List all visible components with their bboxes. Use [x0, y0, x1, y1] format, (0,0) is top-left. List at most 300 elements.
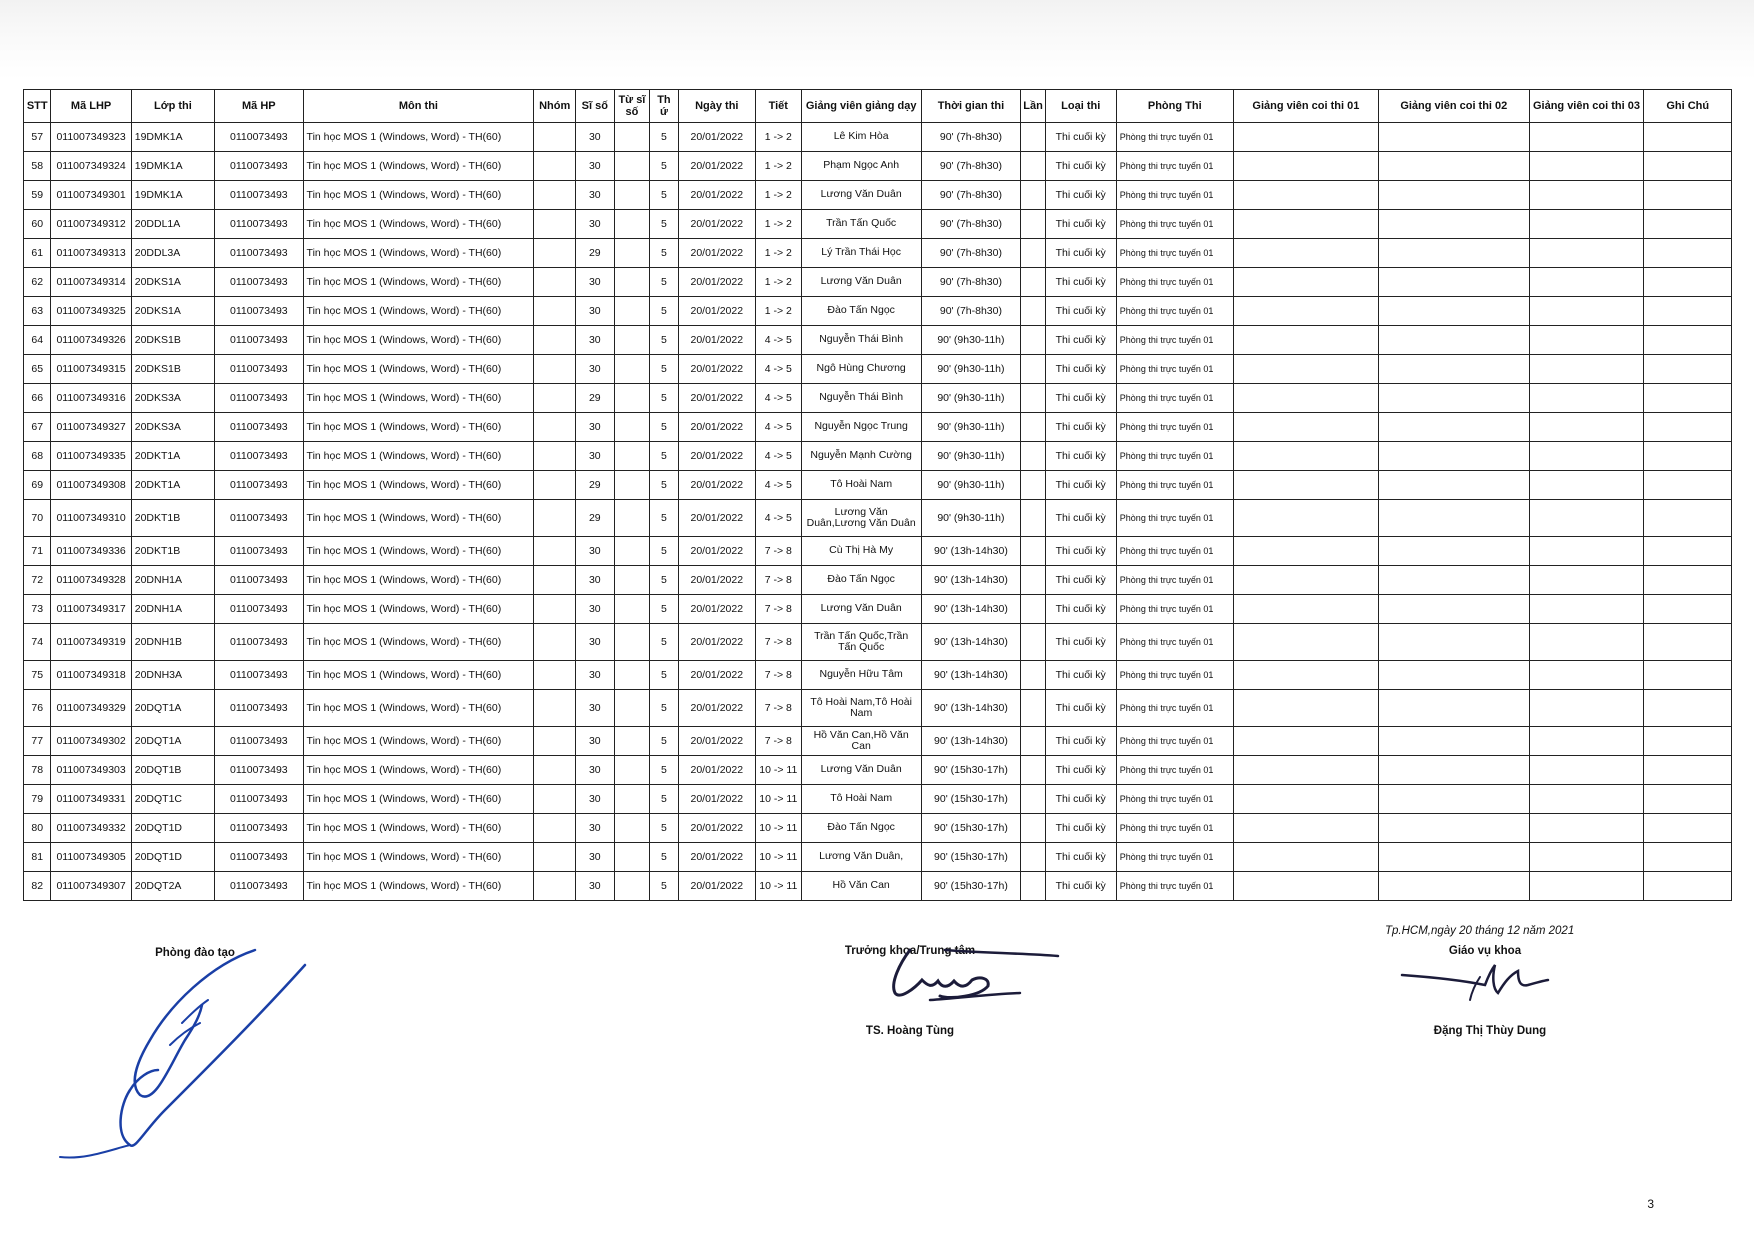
table-cell — [1021, 181, 1045, 210]
table-cell: Thi cuối kỳ — [1045, 123, 1116, 152]
table-cell: 20/01/2022 — [678, 756, 755, 785]
table-cell: Tin học MOS 1 (Windows, Word) - TH(60) — [303, 210, 534, 239]
document-date: Tp.HCM,ngày 20 tháng 12 năm 2021 — [1385, 925, 1575, 937]
table-cell: Phòng thi trực tuyến 01 — [1116, 123, 1233, 152]
table-cell: 68 — [24, 442, 51, 471]
table-cell: Thi cuối kỳ — [1045, 814, 1116, 843]
table-cell: 90' (7h-8h30) — [921, 268, 1021, 297]
table-cell — [1233, 152, 1378, 181]
table-cell: 4 -> 5 — [755, 500, 801, 537]
table-cell — [1644, 872, 1732, 901]
table-cell — [534, 595, 576, 624]
table-cell — [1233, 268, 1378, 297]
table-cell: 67 — [24, 413, 51, 442]
table-cell: Tin học MOS 1 (Windows, Word) - TH(60) — [303, 239, 534, 268]
table-cell: 30 — [576, 595, 615, 624]
table-row — [24, 297, 1732, 326]
table-cell: 20DDL1A — [131, 210, 214, 239]
table-cell: 30 — [576, 268, 615, 297]
table-cell: Thi cuối kỳ — [1045, 268, 1116, 297]
table-cell: 58 — [24, 152, 51, 181]
table-cell — [1233, 872, 1378, 901]
table-cell — [614, 661, 650, 690]
table-cell: 19DMK1A — [131, 181, 214, 210]
table-cell: 5 — [650, 297, 678, 326]
table-cell: Phòng thi trực tuyến 01 — [1116, 566, 1233, 595]
table-row — [24, 595, 1732, 624]
table-cell — [1529, 181, 1644, 210]
table-cell: 0110073493 — [215, 123, 303, 152]
table-row — [24, 756, 1732, 785]
table-cell: Nguyễn Hữu Tâm — [801, 661, 921, 690]
table-cell: 20/01/2022 — [678, 690, 755, 727]
table-cell: Trần Tấn Quốc,Trần Tấn Quốc — [801, 624, 921, 661]
table-cell: 90' (9h30-11h) — [921, 500, 1021, 537]
table-cell: Thi cuối kỳ — [1045, 785, 1116, 814]
table-cell — [1021, 595, 1045, 624]
table-cell: Thi cuối kỳ — [1045, 756, 1116, 785]
table-cell: 20DQT1B — [131, 756, 214, 785]
table-cell: 5 — [650, 756, 678, 785]
table-cell — [1644, 268, 1732, 297]
table-cell — [1529, 843, 1644, 872]
table-cell: Phòng thi trực tuyến 01 — [1116, 442, 1233, 471]
table-cell: 5 — [650, 384, 678, 413]
table-cell — [1644, 500, 1732, 537]
table-cell — [1644, 355, 1732, 384]
table-cell — [1021, 500, 1045, 537]
table-cell — [1379, 756, 1529, 785]
table-cell — [534, 268, 576, 297]
table-cell: Thi cuối kỳ — [1045, 872, 1116, 901]
table-cell: Nguyễn Ngọc Trung — [801, 413, 921, 442]
table-cell: 30 — [576, 814, 615, 843]
table-cell: 20DKS1A — [131, 268, 214, 297]
table-cell — [534, 785, 576, 814]
table-cell — [534, 413, 576, 442]
table-cell — [1233, 756, 1378, 785]
table-cell: 011007349303 — [51, 756, 131, 785]
table-cell: Phòng thi trực tuyến 01 — [1116, 297, 1233, 326]
col-header: Sĩ số — [576, 90, 615, 123]
table-cell: 30 — [576, 690, 615, 727]
table-cell: 10 -> 11 — [755, 843, 801, 872]
table-cell: 011007349328 — [51, 566, 131, 595]
table-cell: 90' (13h-14h30) — [921, 595, 1021, 624]
table-cell: 78 — [24, 756, 51, 785]
table-cell — [1021, 727, 1045, 756]
table-row — [24, 500, 1732, 537]
table-cell: 30 — [576, 756, 615, 785]
table-cell — [1233, 442, 1378, 471]
table-cell — [1021, 537, 1045, 566]
table-cell: 61 — [24, 239, 51, 268]
table-cell — [1021, 843, 1045, 872]
table-cell — [1379, 690, 1529, 727]
table-cell — [534, 384, 576, 413]
table-cell: Phòng thi trực tuyến 01 — [1116, 690, 1233, 727]
table-cell — [1233, 814, 1378, 843]
table-cell — [1644, 566, 1732, 595]
table-cell — [1379, 181, 1529, 210]
table-cell — [1379, 384, 1529, 413]
table-cell: Tin học MOS 1 (Windows, Word) - TH(60) — [303, 690, 534, 727]
table-cell: 0110073493 — [215, 384, 303, 413]
table-cell — [1644, 785, 1732, 814]
table-cell: 1 -> 2 — [755, 239, 801, 268]
table-cell — [614, 326, 650, 355]
table-cell — [534, 355, 576, 384]
table-cell — [1233, 297, 1378, 326]
table-cell — [1644, 843, 1732, 872]
table-cell: Hồ Văn Can — [801, 872, 921, 901]
table-cell: 62 — [24, 268, 51, 297]
table-row — [24, 624, 1732, 661]
table-cell: 011007349312 — [51, 210, 131, 239]
table-cell: 20/01/2022 — [678, 152, 755, 181]
table-cell: Tin học MOS 1 (Windows, Word) - TH(60) — [303, 814, 534, 843]
table-cell: Phòng thi trực tuyến 01 — [1116, 413, 1233, 442]
table-cell: 4 -> 5 — [755, 413, 801, 442]
table-cell: Tin học MOS 1 (Windows, Word) - TH(60) — [303, 537, 534, 566]
table-row — [24, 210, 1732, 239]
table-cell: 011007349327 — [51, 413, 131, 442]
table-cell: 011007349302 — [51, 727, 131, 756]
table-cell: Thi cuối kỳ — [1045, 595, 1116, 624]
table-cell: 69 — [24, 471, 51, 500]
table-cell: 90' (13h-14h30) — [921, 727, 1021, 756]
table-cell: Nguyễn Thái Bình — [801, 326, 921, 355]
table-cell: 90' (9h30-11h) — [921, 384, 1021, 413]
table-cell: 0110073493 — [215, 442, 303, 471]
table-cell: 5 — [650, 727, 678, 756]
table-cell: 20DKS1B — [131, 355, 214, 384]
table-cell — [1233, 690, 1378, 727]
table-cell: 90' (7h-8h30) — [921, 239, 1021, 268]
table-cell — [1021, 326, 1045, 355]
table-cell — [1021, 624, 1045, 661]
table-cell: 5 — [650, 566, 678, 595]
table-cell: 5 — [650, 239, 678, 268]
table-cell — [534, 661, 576, 690]
table-cell: 20/01/2022 — [678, 566, 755, 595]
table-cell: 5 — [650, 442, 678, 471]
table-cell: 30 — [576, 537, 615, 566]
table-cell: 0110073493 — [215, 500, 303, 537]
table-cell — [534, 239, 576, 268]
table-cell: 20/01/2022 — [678, 843, 755, 872]
table-cell: 20/01/2022 — [678, 785, 755, 814]
table-cell — [1021, 785, 1045, 814]
table-cell: Phòng thi trực tuyến 01 — [1116, 537, 1233, 566]
table-cell: 0110073493 — [215, 471, 303, 500]
table-cell: Nguyễn Mạnh Cường — [801, 442, 921, 471]
table-cell: 0110073493 — [215, 624, 303, 661]
col-header: Thời gian thi — [921, 90, 1021, 123]
table-cell — [1529, 595, 1644, 624]
table-cell: 20DNH1A — [131, 566, 214, 595]
table-cell: 0110073493 — [215, 413, 303, 442]
table-cell: 5 — [650, 872, 678, 901]
table-cell: 79 — [24, 785, 51, 814]
table-cell — [1233, 785, 1378, 814]
table-cell: 011007349335 — [51, 442, 131, 471]
table-cell — [614, 785, 650, 814]
table-cell: 5 — [650, 690, 678, 727]
table-cell: Tin học MOS 1 (Windows, Word) - TH(60) — [303, 297, 534, 326]
table-cell — [1379, 413, 1529, 442]
table-cell: 0110073493 — [215, 268, 303, 297]
table-cell: Thi cuối kỳ — [1045, 566, 1116, 595]
table-cell: Phòng thi trực tuyến 01 — [1116, 210, 1233, 239]
table-cell: Thi cuối kỳ — [1045, 326, 1116, 355]
table-cell — [1644, 814, 1732, 843]
table-cell: 20DQT2A — [131, 872, 214, 901]
table-cell: 20DKT1B — [131, 537, 214, 566]
table-cell — [1529, 500, 1644, 537]
table-cell — [1233, 624, 1378, 661]
table-cell: Tin học MOS 1 (Windows, Word) - TH(60) — [303, 872, 534, 901]
table-cell — [1233, 239, 1378, 268]
col-header: Mã HP — [215, 90, 303, 123]
table-cell: 011007349301 — [51, 181, 131, 210]
table-cell: Phòng thi trực tuyến 01 — [1116, 181, 1233, 210]
table-row — [24, 239, 1732, 268]
table-cell: 011007349332 — [51, 814, 131, 843]
table-cell — [614, 442, 650, 471]
table-cell: 90' (7h-8h30) — [921, 181, 1021, 210]
table-cell — [1233, 355, 1378, 384]
table-cell — [614, 814, 650, 843]
table-cell: Lê Kim Hòa — [801, 123, 921, 152]
table-cell: Lương Văn Duân — [801, 181, 921, 210]
table-cell: 72 — [24, 566, 51, 595]
table-cell: 5 — [650, 210, 678, 239]
table-cell — [534, 297, 576, 326]
table-row — [24, 785, 1732, 814]
table-cell: Phòng thi trực tuyến 01 — [1116, 814, 1233, 843]
table-cell: 20DKS3A — [131, 384, 214, 413]
table-cell: 5 — [650, 624, 678, 661]
table-row — [24, 872, 1732, 901]
table-cell: 20DQT1C — [131, 785, 214, 814]
table-cell: 5 — [650, 123, 678, 152]
table-cell — [1644, 384, 1732, 413]
academic-affairs-name: Đặng Thị Thùy Dung — [1433, 1025, 1547, 1037]
table-cell — [1529, 268, 1644, 297]
table-cell: 4 -> 5 — [755, 442, 801, 471]
table-cell — [614, 268, 650, 297]
table-row — [24, 268, 1732, 297]
table-cell: 20DQT1D — [131, 843, 214, 872]
table-cell — [1021, 690, 1045, 727]
table-cell — [1233, 471, 1378, 500]
table-cell — [614, 843, 650, 872]
table-cell — [614, 624, 650, 661]
table-row — [24, 727, 1732, 756]
table-cell — [1379, 471, 1529, 500]
table-cell: 20/01/2022 — [678, 326, 755, 355]
table-cell: 20DDL3A — [131, 239, 214, 268]
table-cell: Lương Văn Duân, — [801, 843, 921, 872]
table-cell: 71 — [24, 537, 51, 566]
table-cell: 74 — [24, 624, 51, 661]
table-cell: 30 — [576, 210, 615, 239]
table-cell: 90' (13h-14h30) — [921, 566, 1021, 595]
table-row — [24, 355, 1732, 384]
table-cell: 10 -> 11 — [755, 814, 801, 843]
table-cell — [1379, 727, 1529, 756]
table-cell — [614, 181, 650, 210]
col-header: Giảng viên coi thi 01 — [1233, 90, 1378, 123]
table-cell: 011007349316 — [51, 384, 131, 413]
table-cell — [1644, 297, 1732, 326]
table-cell: Tin học MOS 1 (Windows, Word) - TH(60) — [303, 355, 534, 384]
table-row — [24, 181, 1732, 210]
table-cell — [1233, 123, 1378, 152]
table-cell: 30 — [576, 442, 615, 471]
table-cell: 90' (7h-8h30) — [921, 123, 1021, 152]
table-cell — [534, 566, 576, 595]
table-cell: 20DKS1B — [131, 326, 214, 355]
table-cell: 5 — [650, 181, 678, 210]
table-cell: Phòng thi trực tuyến 01 — [1116, 661, 1233, 690]
table-cell: 20DKS3A — [131, 413, 214, 442]
table-cell — [534, 123, 576, 152]
table-cell — [1644, 595, 1732, 624]
table-cell — [1644, 661, 1732, 690]
table-cell: 011007349318 — [51, 661, 131, 690]
table-row — [24, 413, 1732, 442]
table-cell: 10 -> 11 — [755, 785, 801, 814]
table-cell: Phòng thi trực tuyến 01 — [1116, 500, 1233, 537]
table-row — [24, 152, 1732, 181]
table-row — [24, 326, 1732, 355]
table-cell: 30 — [576, 152, 615, 181]
table-cell: Tô Hoài Nam,Tô Hoài Nam — [801, 690, 921, 727]
table-cell: 0110073493 — [215, 872, 303, 901]
table-cell — [1644, 442, 1732, 471]
table-cell: 20DKT1A — [131, 471, 214, 500]
table-cell: 5 — [650, 814, 678, 843]
table-cell: Phòng thi trực tuyến 01 — [1116, 785, 1233, 814]
table-cell — [1021, 872, 1045, 901]
table-cell — [1021, 239, 1045, 268]
table-cell — [1021, 413, 1045, 442]
table-cell: 20/01/2022 — [678, 537, 755, 566]
table-cell: Ngô Hùng Chương — [801, 355, 921, 384]
table-cell — [1233, 843, 1378, 872]
table-cell: 59 — [24, 181, 51, 210]
table-cell: 0110073493 — [215, 297, 303, 326]
table-cell: 90' (13h-14h30) — [921, 661, 1021, 690]
table-cell — [1644, 413, 1732, 442]
table-cell: 30 — [576, 624, 615, 661]
table-cell: 90' (9h30-11h) — [921, 442, 1021, 471]
table-cell: 7 -> 8 — [755, 595, 801, 624]
table-cell — [534, 500, 576, 537]
table-cell: 011007349325 — [51, 297, 131, 326]
table-row — [24, 442, 1732, 471]
table-cell: 0110073493 — [215, 595, 303, 624]
table-cell: 5 — [650, 413, 678, 442]
table-cell — [534, 872, 576, 901]
table-cell: 0110073493 — [215, 785, 303, 814]
table-cell: 011007349331 — [51, 785, 131, 814]
table-cell: 011007349313 — [51, 239, 131, 268]
table-cell — [1644, 756, 1732, 785]
table-cell: 90' (9h30-11h) — [921, 326, 1021, 355]
table-cell — [1379, 442, 1529, 471]
table-cell: 0110073493 — [215, 355, 303, 384]
table-cell — [1529, 210, 1644, 239]
table-cell: 30 — [576, 326, 615, 355]
table-cell: 20/01/2022 — [678, 384, 755, 413]
table-cell — [614, 727, 650, 756]
table-cell: 7 -> 8 — [755, 566, 801, 595]
table-cell: 90' (7h-8h30) — [921, 297, 1021, 326]
table-cell — [1021, 756, 1045, 785]
table-cell: Tin học MOS 1 (Windows, Word) - TH(60) — [303, 727, 534, 756]
table-cell — [534, 326, 576, 355]
table-cell: 011007349314 — [51, 268, 131, 297]
col-header: Tiết — [755, 90, 801, 123]
table-cell: 20/01/2022 — [678, 123, 755, 152]
table-header-row — [24, 90, 1732, 123]
table-cell: Đào Tấn Ngọc — [801, 566, 921, 595]
table-cell: 1 -> 2 — [755, 123, 801, 152]
table-cell: 20DQT1D — [131, 814, 214, 843]
table-cell: 20DNH1B — [131, 624, 214, 661]
table-cell: 20/01/2022 — [678, 268, 755, 297]
table-cell: 76 — [24, 690, 51, 727]
table-cell: 30 — [576, 355, 615, 384]
table-row — [24, 537, 1732, 566]
table-cell — [614, 123, 650, 152]
table-cell — [534, 537, 576, 566]
table-cell: 5 — [650, 152, 678, 181]
table-cell: 57 — [24, 123, 51, 152]
table-cell: 1 -> 2 — [755, 297, 801, 326]
table-row — [24, 566, 1732, 595]
table-cell: Tin học MOS 1 (Windows, Word) - TH(60) — [303, 843, 534, 872]
academic-affairs-signature — [1400, 955, 1550, 1005]
table-cell: 77 — [24, 727, 51, 756]
table-cell: Thi cuối kỳ — [1045, 690, 1116, 727]
table-row — [24, 384, 1732, 413]
table-cell: 1 -> 2 — [755, 181, 801, 210]
table-cell — [1644, 537, 1732, 566]
table-cell: Lương Văn Duân — [801, 268, 921, 297]
dean-label: Trưởng khoa/Trung tâm — [844, 945, 976, 957]
table-cell — [614, 690, 650, 727]
table-cell: 0110073493 — [215, 566, 303, 595]
table-cell: Trần Tấn Quốc — [801, 210, 921, 239]
table-cell — [1233, 537, 1378, 566]
table-cell: Tin học MOS 1 (Windows, Word) - TH(60) — [303, 595, 534, 624]
table-cell: 30 — [576, 297, 615, 326]
table-cell — [614, 756, 650, 785]
table-cell: 20DKT1B — [131, 500, 214, 537]
table-cell: 0110073493 — [215, 814, 303, 843]
table-cell — [1529, 727, 1644, 756]
table-cell — [1644, 239, 1732, 268]
table-cell: 4 -> 5 — [755, 355, 801, 384]
table-cell — [1529, 384, 1644, 413]
table-cell: 75 — [24, 661, 51, 690]
exam-schedule-table — [23, 89, 1732, 901]
table-cell: 4 -> 5 — [755, 384, 801, 413]
